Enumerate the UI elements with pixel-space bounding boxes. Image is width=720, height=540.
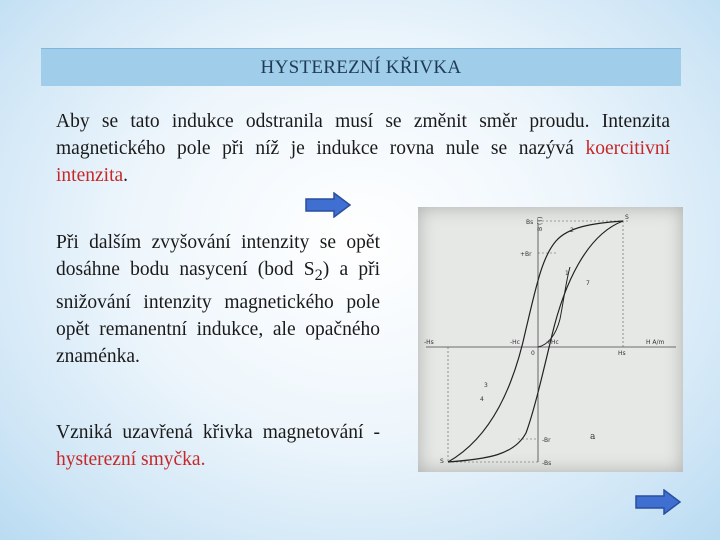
point-1: 1	[565, 270, 569, 277]
point-7: 7	[586, 280, 590, 287]
label-bs: Bs	[526, 219, 534, 226]
point-s2: S	[440, 458, 444, 465]
coercivity-term: koercitivní intenzita	[56, 138, 670, 186]
hysteresis-diagram	[418, 207, 683, 472]
point-4: 4	[480, 396, 484, 403]
subscript-2: 2	[314, 265, 323, 284]
axis-x-label: H A/m	[646, 339, 665, 346]
hysteresis-term: hysterezní smyčka.	[56, 449, 206, 470]
title-bar	[41, 48, 681, 86]
point-s1: S	[625, 214, 629, 221]
paragraph-1-text: Aby se tato indukce odstranila musí se změnit směr proudu. Intenzita magnetického pole při níž je indukce rovna nule se nazývá	[56, 111, 670, 159]
label-hs: Hs	[618, 350, 626, 357]
slide-title: HYSTEREZNÍ KŘIVKA	[260, 56, 462, 78]
label-neg-bs: -Bs	[542, 460, 552, 467]
label-neg-hs: -Hs	[424, 339, 434, 346]
label-panel: a	[590, 432, 596, 442]
paragraph-coercivity	[56, 108, 670, 189]
paragraph-2-text-b: ) a při snižování intenzity magnetického pole opět remanentní indukce, ale opačného znaménka.	[56, 259, 380, 367]
axis-y-label: B (T)	[537, 216, 544, 231]
hysteresis-figure	[418, 207, 683, 472]
paragraph-hysteresis	[56, 419, 380, 473]
hysteresis-loop-upper	[448, 221, 623, 462]
label-neg-br: -Br	[542, 437, 551, 444]
paragraph-3-text: Vzniká uzavřená křivka magnetování -	[56, 422, 380, 443]
point-2: 2	[570, 227, 574, 234]
paragraph-2-text-a: Při dalším zvyšování intenzity se opět dosáhne bodu nasycení (bod S	[56, 232, 380, 280]
label-neg-hc: -Hc	[510, 339, 520, 346]
point-3: 3	[484, 382, 488, 389]
paragraph-1-end: .	[123, 165, 129, 186]
hysteresis-loop-lower	[448, 221, 623, 462]
label-origin: 0	[531, 350, 535, 357]
arrow-right-icon[interactable]	[304, 192, 352, 218]
arrow-right-icon[interactable]	[634, 489, 682, 515]
label-br: +Br	[520, 251, 532, 258]
label-pos-hc: +Hc	[546, 339, 559, 346]
initial-magnetization-curve	[538, 267, 570, 347]
paragraph-saturation	[56, 229, 380, 370]
